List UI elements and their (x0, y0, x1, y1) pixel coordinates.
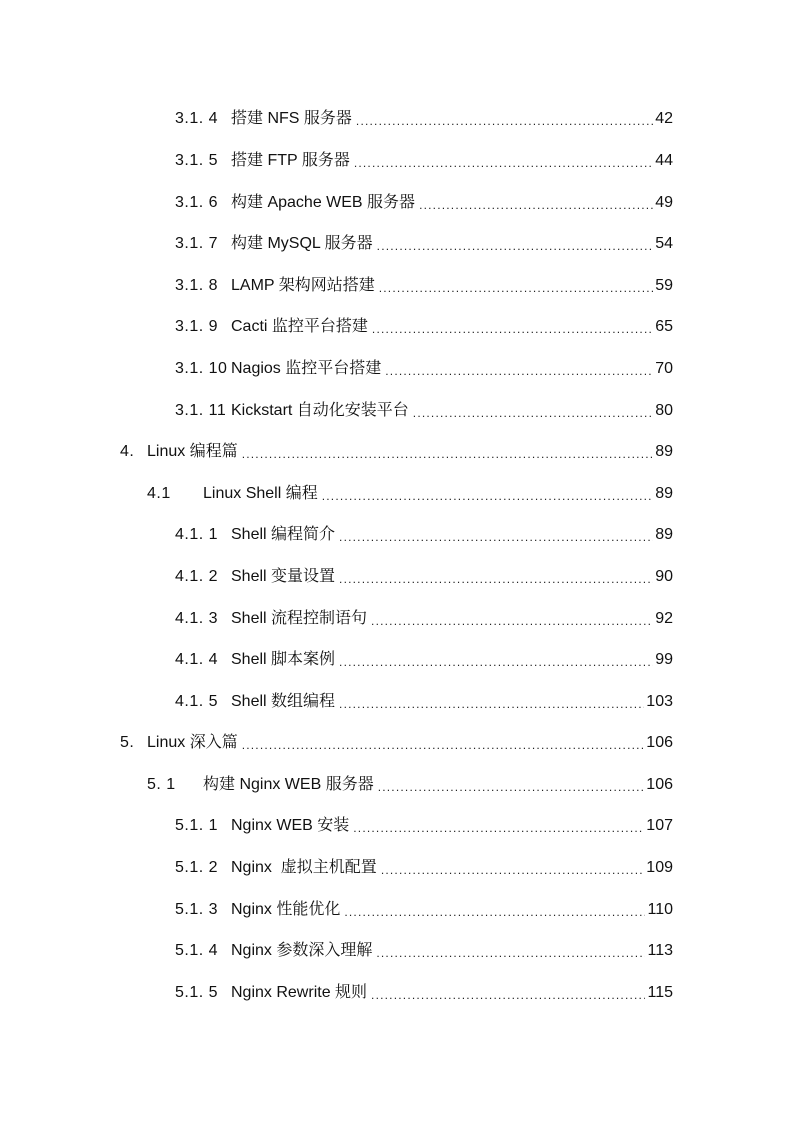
toc-dot-leader (242, 442, 654, 462)
toc-entry-3-1-4[interactable] (175, 105, 673, 129)
toc-title: Linux 编程篇 (147, 443, 238, 460)
toc-title: Nginx 虚拟主机配置 (231, 859, 377, 876)
toc-title: Shell 数组编程 (231, 693, 336, 710)
toc-title: Linux 深入篇 (147, 734, 238, 751)
toc-number: 3.1. 11 (175, 402, 227, 419)
toc-dot-leader (339, 567, 653, 587)
toc-title: Cacti 监控平台搭建 (231, 318, 368, 335)
toc-page-number: 90 (655, 568, 673, 585)
toc-entry-4-1-5[interactable] (175, 688, 673, 712)
toc-page-number: 70 (655, 360, 673, 377)
toc-entry-3-1-11[interactable] (175, 397, 673, 421)
toc-number: 5.1. 1 (175, 817, 219, 834)
toc-page-number: 113 (647, 942, 673, 959)
toc-page-number: 106 (646, 776, 673, 793)
toc-title: Shell 脚本案例 (231, 651, 336, 668)
toc-dot-leader (385, 359, 653, 379)
toc-entry-3-1-10[interactable] (175, 355, 673, 379)
toc-page-number: 80 (655, 402, 673, 419)
toc-entry-4-1-2[interactable] (175, 563, 673, 587)
toc-number: 3.1. 10 (175, 360, 228, 377)
toc-page-number: 103 (646, 693, 673, 710)
toc-title: Nagios 监控平台搭建 (231, 360, 382, 377)
toc-title: LAMP 架构网站搭建 (231, 277, 375, 294)
toc-entry-3-1-8[interactable] (175, 272, 673, 296)
toc-page-number: 106 (646, 734, 673, 751)
toc-dot-leader (339, 525, 653, 545)
toc-dot-leader (419, 193, 653, 213)
toc-entry-4-1-3[interactable] (175, 605, 673, 629)
toc-title: 搭建 FTP 服务器 (231, 152, 350, 169)
toc-number: 5.1. 5 (175, 984, 219, 1001)
toc-page-number: 110 (647, 901, 673, 918)
toc-entry-5-1-2[interactable] (175, 854, 673, 878)
toc-page-number: 99 (655, 651, 673, 668)
toc-page-number: 49 (655, 194, 673, 211)
toc-number: 5. (120, 734, 135, 751)
toc-title: Shell 编程简介 (231, 526, 336, 543)
toc-page-number: 54 (655, 235, 673, 252)
toc-page-number: 109 (646, 859, 673, 876)
toc-dot-leader (372, 317, 653, 337)
toc-entry-3-1-6[interactable] (175, 189, 673, 213)
toc-title: Nginx 性能优化 (231, 901, 341, 918)
toc-title: Nginx Rewrite 规则 (231, 984, 368, 1001)
toc-dot-leader (381, 858, 644, 878)
toc-entry-4-1-1[interactable] (175, 521, 673, 545)
toc-page-number: 42 (655, 110, 673, 127)
toc-dot-leader (356, 109, 653, 129)
toc-number: 4.1. 2 (175, 568, 219, 585)
toc-dot-leader (339, 650, 653, 670)
toc-page-number: 89 (655, 526, 673, 543)
toc-number: 5.1. 2 (175, 859, 219, 876)
toc-entry-3-1-5[interactable] (175, 147, 673, 171)
toc-number: 5.1. 4 (175, 942, 219, 959)
toc-entry-3-1-7[interactable] (175, 230, 673, 254)
toc-entry-5[interactable] (120, 729, 673, 753)
toc-entry-4-1-4[interactable] (175, 646, 673, 670)
toc-page-number: 89 (655, 443, 673, 460)
toc-dot-leader (376, 941, 645, 961)
toc-dot-leader (379, 276, 653, 296)
toc-entry-5-1[interactable] (147, 771, 673, 795)
toc-page-number: 115 (647, 984, 673, 1001)
toc-page-number: 44 (655, 152, 673, 169)
toc-dot-leader (322, 484, 653, 504)
toc-title: Shell 变量设置 (231, 568, 336, 585)
toc-dot-leader (413, 401, 653, 421)
toc-page-number: 59 (655, 277, 673, 294)
toc-dot-leader (353, 816, 644, 836)
toc-title: 构建 Nginx WEB 服务器 (203, 776, 374, 793)
toc-title: Shell 流程控制语句 (231, 610, 368, 627)
toc-dot-leader (377, 234, 654, 254)
toc-number: 3.1. 9 (175, 318, 219, 335)
toc-title: 搭建 NFS 服务器 (231, 110, 352, 127)
toc-number: 3.1. 6 (175, 194, 219, 211)
toc-title: Linux Shell 编程 (203, 485, 318, 502)
toc-entry-4-1[interactable] (147, 480, 673, 504)
toc-page-number: 107 (646, 817, 673, 834)
toc-title: Kickstart 自动化安装平台 (231, 402, 409, 419)
toc-number: 5. 1 (147, 776, 176, 793)
toc-entry-5-1-1[interactable] (175, 812, 673, 836)
toc-number: 4. (120, 443, 135, 460)
toc-entry-5-1-5[interactable] (175, 979, 673, 1003)
toc-number: 4.1. 1 (175, 526, 219, 543)
toc-number: 3.1. 4 (175, 110, 219, 127)
toc-entry-5-1-3[interactable] (175, 896, 673, 920)
toc-entry-4[interactable] (120, 438, 673, 462)
toc-title: 构建 MySQL 服务器 (231, 235, 373, 252)
toc-number: 5.1. 3 (175, 901, 219, 918)
toc-dot-leader (339, 692, 644, 712)
toc-page-number: 92 (655, 610, 673, 627)
toc-entry-3-1-9[interactable] (175, 313, 673, 337)
toc-title: Nginx 参数深入理解 (231, 942, 373, 959)
toc-page-number: 89 (655, 485, 673, 502)
toc-number: 3.1. 8 (175, 277, 219, 294)
toc-number: 4.1. 5 (175, 693, 219, 710)
toc-number: 4.1. 4 (175, 651, 219, 668)
toc-title: Nginx WEB 安装 (231, 817, 350, 834)
toc-dot-leader (242, 733, 645, 753)
toc-entry-5-1-4[interactable] (175, 937, 673, 961)
toc-dot-leader (354, 151, 653, 171)
toc-dot-leader (371, 983, 645, 1003)
toc-number: 4.1 (147, 485, 171, 502)
toc-dot-leader (344, 900, 645, 920)
toc-number: 4.1. 3 (175, 610, 219, 627)
toc-page-number: 65 (655, 318, 673, 335)
toc-dot-leader (378, 775, 645, 795)
toc-dot-leader (371, 609, 653, 629)
toc-title: 构建 Apache WEB 服务器 (231, 194, 416, 211)
toc-number: 3.1. 7 (175, 235, 219, 252)
toc-number: 3.1. 5 (175, 152, 219, 169)
